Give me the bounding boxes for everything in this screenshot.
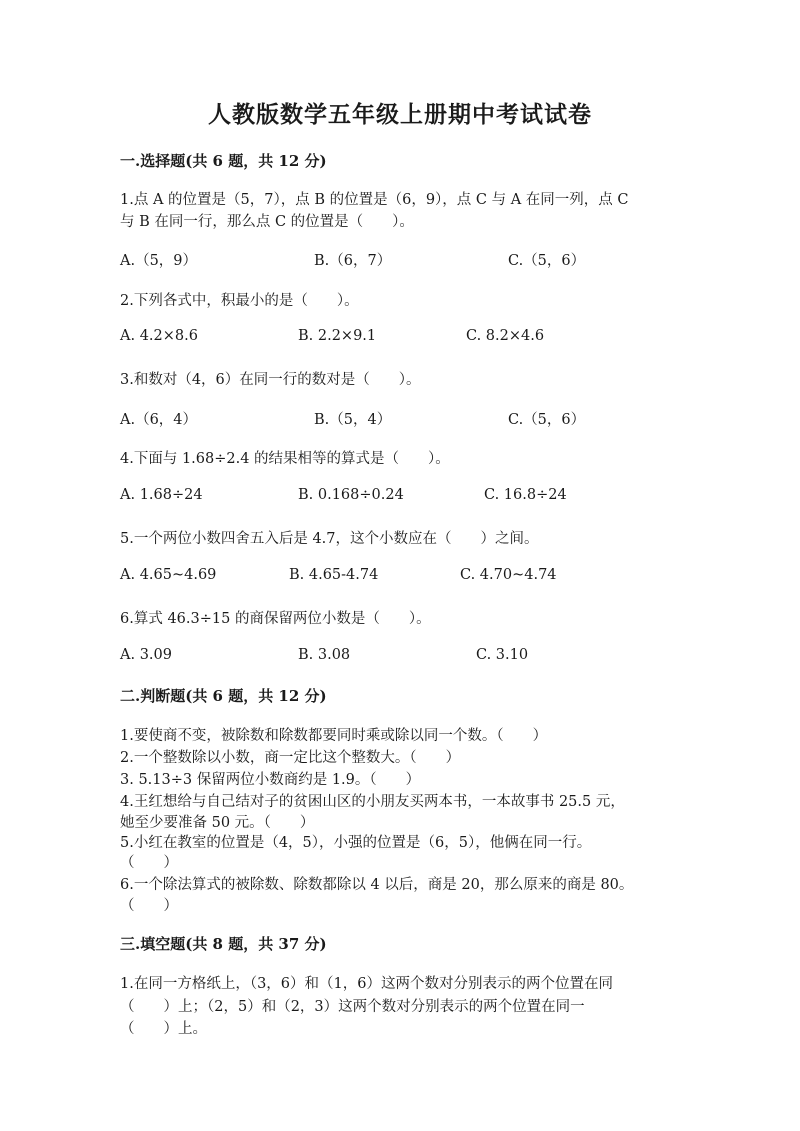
tf-line-4: 4.王红想给与自己结对子的贫困山区的小朋友买两本书，一本故事书 25.5 元，	[120, 794, 625, 810]
section-heading-choice: 一.选择题(共 6 题，共 12 分)	[120, 152, 327, 170]
question-5-text: 5.一个两位小数四舍五入后是 4.7，这个小数应在（ ）之间。	[120, 531, 539, 547]
tf-line-9: （ ）	[120, 898, 178, 914]
question-3-option-c: C.（5，6）	[508, 412, 586, 428]
question-1-option-a: A.（5，9）	[120, 253, 198, 269]
question-2-option-c: C. 8.2×4.6	[466, 328, 545, 344]
question-5-option-a: A. 4.65~4.69	[120, 567, 217, 583]
question-2-option-b: B. 2.2×9.1	[298, 328, 377, 344]
tf-line-5: 她至少要准备 50 元。（ ）	[120, 815, 315, 831]
question-4-option-c: C. 16.8÷24	[484, 487, 567, 503]
question-6-option-a: A. 3.09	[120, 647, 172, 663]
tf-line-8: 6.一个除法算式的被除数、除数都除以 4 以后，商是 20，那么原来的商是 80。	[120, 877, 634, 893]
tf-line-6: 5.小红在教室的位置是（4，5），小强的位置是（6，5），他俩在同一行。	[120, 835, 592, 851]
section-heading-true-false: 二.判断题(共 6 题，共 12 分)	[120, 687, 327, 705]
tf-line-7: （ ）	[120, 855, 178, 871]
fill-line-2: （ ）上；（2，5）和（2，3）这两个数对分别表示的两个位置在同一	[120, 999, 585, 1015]
question-5-option-c: C. 4.70~4.74	[460, 567, 557, 583]
question-2-option-a: A. 4.2×8.6	[120, 328, 198, 344]
question-3-option-b: B.（5，4）	[314, 412, 392, 428]
question-3-text: 3.和数对（4，6）在同一行的数对是（ ）。	[120, 372, 421, 388]
question-1-option-c: C.（5，6）	[508, 253, 586, 269]
question-1-line-1: 1.点 A 的位置是（5，7），点 B 的位置是（6，9），点 C 与 A 在同一列，点 C	[120, 192, 629, 208]
question-1-option-b: B.（6，7）	[314, 253, 392, 269]
question-4-option-b: B. 0.168÷0.24	[298, 487, 404, 503]
question-3-option-a: A.（6，4）	[120, 412, 198, 428]
question-6-option-c: C. 3.10	[476, 647, 529, 663]
tf-line-3: 3. 5.13÷3 保留两位小数商约是 1.9。（ ）	[120, 772, 421, 788]
question-2-text: 2.下列各式中，积最小的是（ ）。	[120, 293, 359, 309]
tf-line-1: 1.要使商不变，被除数和除数都要同时乘或除以同一个数。（ ）	[120, 728, 548, 744]
question-5-option-b: B. 4.65-4.74	[289, 567, 379, 583]
question-6-option-b: B. 3.08	[298, 647, 351, 663]
section-heading-fill-blank: 三.填空题(共 8 题，共 37 分)	[120, 935, 327, 953]
fill-line-3: （ ）上。	[120, 1021, 207, 1037]
question-4-text: 4.下面与 1.68÷2.4 的结果相等的算式是（ ）。	[120, 451, 450, 467]
page-title: 人教版数学五年级上册期中考试试卷	[208, 101, 592, 128]
question-6-text: 6.算式 46.3÷15 的商保留两位小数是（ ）。	[120, 611, 431, 627]
question-1-line-2: 与 B 在同一行，那么点 C 的位置是（ ）。	[120, 214, 414, 230]
question-4-option-a: A. 1.68÷24	[120, 487, 203, 503]
fill-line-1: 1.在同一方格纸上，（3，6）和（1，6）这两个数对分别表示的两个位置在同	[120, 976, 613, 992]
tf-line-2: 2.一个整数除以小数，商一定比这个整数大。（ ）	[120, 750, 461, 766]
